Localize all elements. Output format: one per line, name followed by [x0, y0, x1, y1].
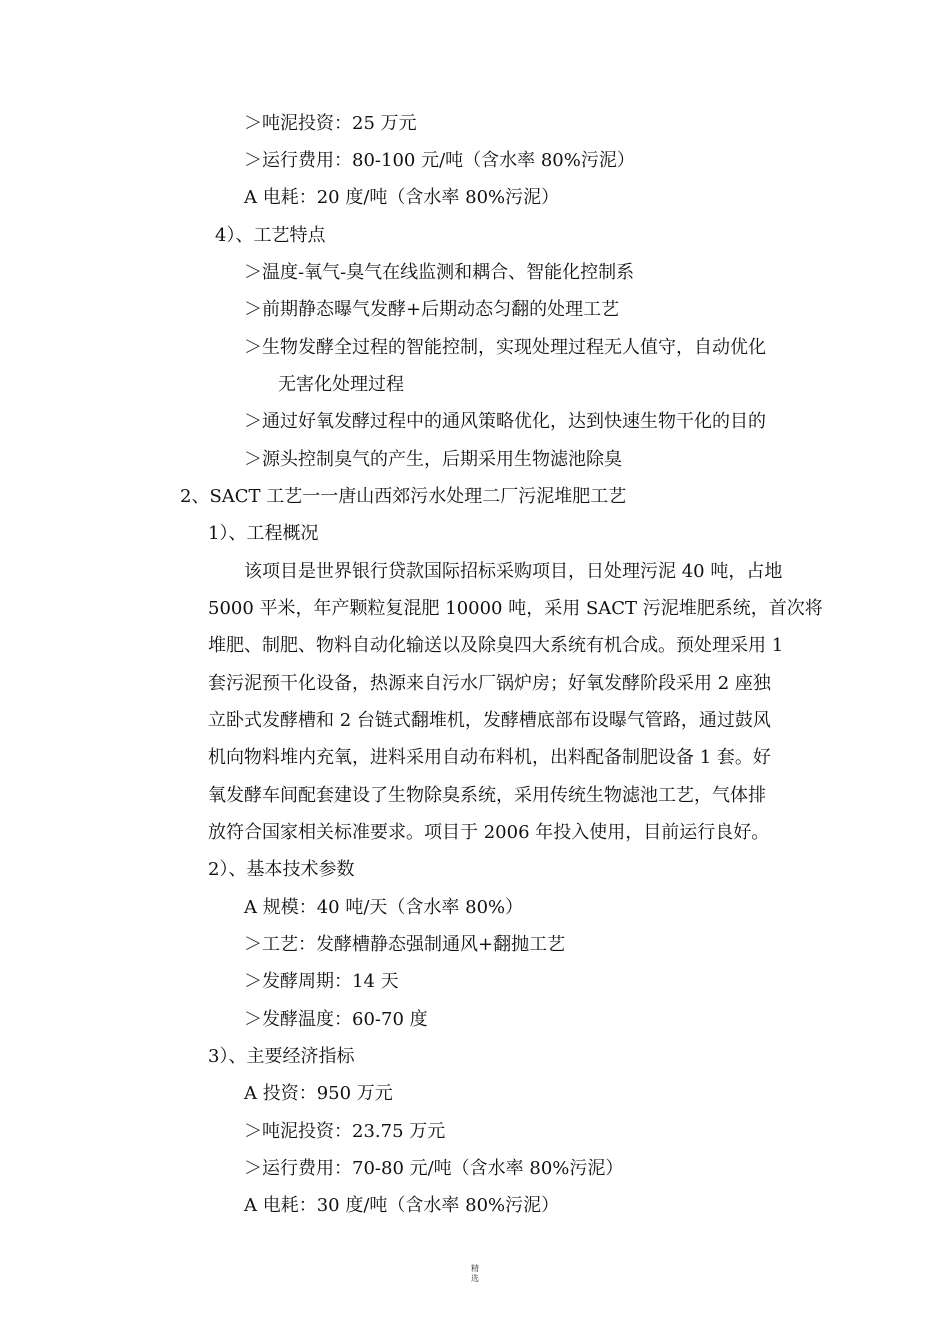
- text-line: A 电耗：30 度/吨（含水率 80%污泥）: [244, 1195, 560, 1216]
- text-line: ＞发酵周期：14 天: [244, 971, 399, 992]
- section-heading: 2、SACT 工艺一一唐山西郊污水处理二厂污泥堆肥工艺: [180, 486, 627, 507]
- section-heading: 1）、工程概况: [208, 523, 319, 544]
- text-line: ＞工艺：发酵槽静态强制通风+翻抛工艺: [244, 934, 566, 955]
- text-line: A 电耗：20 度/吨（含水率 80%污泥）: [244, 187, 560, 208]
- text-line: ＞吨泥投资：23.75 万元: [244, 1121, 446, 1142]
- text-line: A 规模：40 吨/天（含水率 80%）: [244, 897, 524, 918]
- text-line: ＞生物发酵全过程的智能控制，实现处理过程无人值守，自动优化: [244, 337, 766, 358]
- paragraph-line: 5000 平米，年产颗粒复混肥 10000 吨，采用 SACT 污泥堆肥系统，首次将: [208, 598, 823, 619]
- paragraph-line: 立卧式发酵槽和 2 台链式翻堆机，发酵槽底部布设曝气管路，通过鼓风: [208, 710, 771, 731]
- paragraph-line: 机向物料堆内充氧，进料采用自动布料机，出料配备制肥设备 1 套。好: [208, 747, 771, 768]
- text-line: ＞运行费用：80-100 元/吨（含水率 80%污泥）: [244, 150, 635, 171]
- paragraph-line: 放符合国家相关标准要求。项目于 2006 年投入使用，目前运行良好。: [208, 822, 770, 843]
- page-footer: [460, 1264, 490, 1284]
- paragraph-line: 堆肥、制肥、物料自动化输送以及除臭四大系统有机合成。预处理采用 1: [208, 635, 784, 656]
- text-line: ＞发酵温度：60-70 度: [244, 1009, 428, 1030]
- section-heading: 3）、主要经济指标: [208, 1046, 355, 1067]
- paragraph-line: 套污泥预干化设备，热源来自污水厂锅炉房；好氧发酵阶段采用 2 座独: [208, 673, 771, 694]
- text-line: ＞吨泥投资：25 万元: [244, 113, 417, 134]
- paragraph-line: 氧发酵车间配套建设了生物除臭系统，采用传统生物滤池工艺，气体排: [208, 785, 766, 806]
- text-line: 无害化处理过程: [278, 374, 404, 395]
- text-line: ＞温度-氧气-臭气在线监测和耦合、智能化控制系: [244, 262, 635, 283]
- text-line: ＞前期静态曝气发酵+后期动态匀翻的处理工艺: [244, 299, 620, 320]
- paragraph-line: 该项目是世界银行贷款国际招标采购项目，日处理污泥 40 吨，占地: [244, 561, 783, 582]
- section-heading: 4）、工艺特点: [215, 225, 326, 246]
- text-line: ＞运行费用：70-80 元/吨（含水率 80%污泥）: [244, 1158, 624, 1179]
- text-line: ＞源头控制臭气的产生，后期采用生物滤池除臭: [244, 449, 622, 470]
- text-line: ＞通过好氧发酵过程中的通风策略优化，达到快速生物干化的目的: [244, 411, 766, 432]
- section-heading: 2）、基本技术参数: [208, 859, 355, 880]
- footer-text: 选: [471, 1274, 479, 1283]
- footer-text: 精: [471, 1264, 479, 1273]
- text-line: A 投资：950 万元: [244, 1083, 393, 1104]
